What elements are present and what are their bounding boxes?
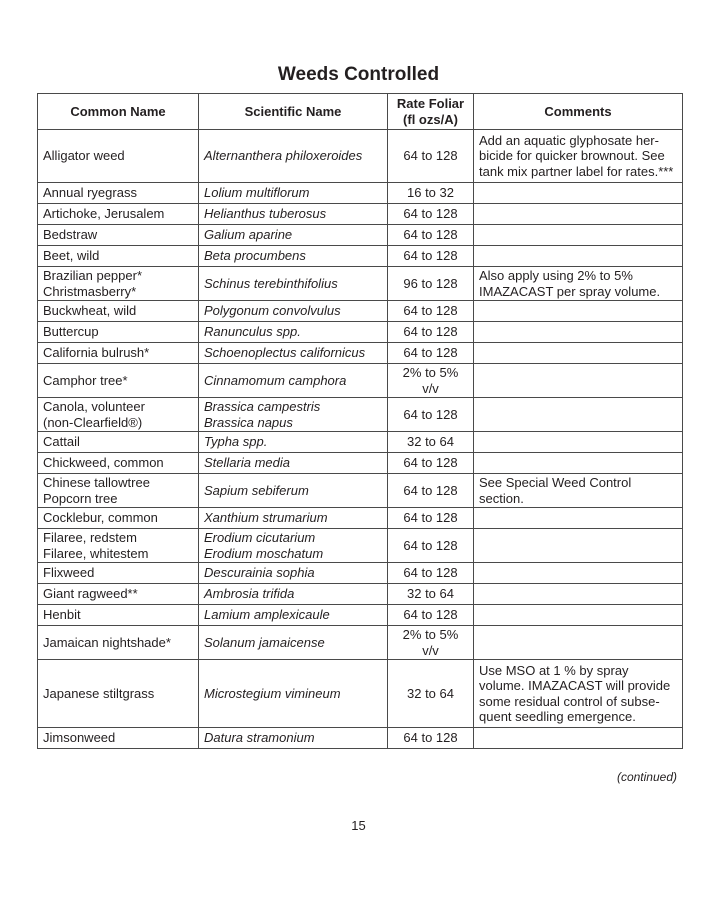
rate-cell-line: 64 to 128 [403, 607, 458, 623]
scientific-name-cell [199, 183, 388, 204]
comments-cell [474, 246, 683, 267]
rate-cell-line: v/v [422, 642, 439, 658]
rate-cell [388, 301, 474, 322]
scientific-name-cell [199, 728, 388, 749]
rate-cell-line: 32 to 64 [407, 434, 454, 450]
scientific-name-cell-line: Microstegium vimineum [204, 685, 341, 701]
table-row [38, 322, 683, 343]
comments-cell [474, 183, 683, 204]
common-name-cell-line: Bedstraw [43, 227, 98, 243]
rate-cell [388, 204, 474, 225]
comments-cell [474, 453, 683, 474]
rate-cell-line: v/v [422, 380, 439, 396]
comments-cell [474, 584, 683, 605]
rate-cell [388, 474, 474, 508]
scientific-name-cell-line: Datura stramonium [204, 730, 315, 746]
scientific-name-cell [199, 529, 388, 563]
rate-cell-line: 32 to 64 [407, 586, 454, 602]
scientific-name-cell-line: Schinus terebinthifolius [204, 275, 338, 291]
scientific-name-cell [199, 398, 388, 432]
rate-cell-line: 64 to 128 [403, 482, 458, 498]
common-name-cell-line: Japanese stiltgrass [43, 685, 155, 701]
table-row [38, 246, 683, 267]
common-name-cell [38, 453, 199, 474]
scientific-name-cell-line: Cinnamomum camphora [204, 372, 347, 388]
common-name-cell-line: Filaree, whitestem [43, 545, 149, 561]
comments-cell-line: See Special Weed Control [479, 475, 632, 490]
comments-cell-line: Use MSO at 1 % by spray [479, 662, 629, 678]
common-name-cell-line: Beet, wild [43, 248, 100, 264]
scientific-name-cell-line: Erodium moschatum [204, 545, 324, 561]
scientific-name-cell-line: Typha spp. [204, 434, 268, 450]
scientific-name-cell [199, 626, 388, 660]
rate-cell [388, 322, 474, 343]
rate-cell [388, 584, 474, 605]
comments-cell [474, 130, 683, 183]
comments-cell [474, 728, 683, 749]
common-name-cell [38, 584, 199, 605]
scientific-name-cell [199, 432, 388, 453]
common-name-cell [38, 204, 199, 225]
rate-cell-line: 2% to 5% [402, 365, 459, 380]
rate-cell [388, 626, 474, 660]
scientific-name-cell-line: Lolium multiflorum [204, 185, 310, 201]
rate-cell-line: 2% to 5% [402, 627, 459, 642]
table-row [38, 398, 683, 432]
rate-cell [388, 563, 474, 584]
common-name-cell [38, 605, 199, 626]
scientific-name-cell-line: Brassica napus [204, 414, 293, 430]
comments-cell [474, 301, 683, 322]
rate-cell-line: 64 to 128 [403, 455, 458, 471]
common-name-cell-line: Camphor tree* [43, 372, 128, 388]
page-title: Weeds Controlled [277, 64, 440, 85]
comments-cell [474, 660, 683, 728]
scientific-name-cell [199, 301, 388, 322]
rate-cell [388, 267, 474, 301]
scientific-name-cell [199, 584, 388, 605]
common-name-cell [38, 246, 199, 267]
scientific-name-cell [199, 605, 388, 626]
header-scientific-name: Scientific Name [199, 94, 388, 130]
scientific-name-cell [199, 563, 388, 584]
table-row [38, 267, 683, 301]
rate-cell-line: 64 to 128 [403, 303, 458, 319]
scientific-name-cell [199, 474, 388, 508]
common-name-cell-line: Alligator weed [43, 148, 125, 164]
common-name-cell-line: Giant ragweed** [43, 586, 138, 602]
scientific-name-cell [199, 322, 388, 343]
rate-cell [388, 130, 474, 183]
comments-cell [474, 474, 683, 508]
rate-cell [388, 246, 474, 267]
common-name-cell [38, 474, 199, 508]
table-row [38, 508, 683, 529]
rate-cell-line: 32 to 64 [407, 685, 454, 701]
scientific-name-cell [199, 130, 388, 183]
comments-cell [474, 322, 683, 343]
common-name-cell [38, 183, 199, 204]
comments-cell [474, 398, 683, 432]
rate-cell [388, 398, 474, 432]
rate-cell [388, 453, 474, 474]
rate-cell-line: 64 to 128 [403, 730, 458, 746]
common-name-cell [38, 343, 199, 364]
rate-cell-line: 64 to 128 [403, 565, 458, 581]
page-number: 15 [351, 818, 366, 833]
rate-cell [388, 660, 474, 728]
scientific-name-cell-line: Stellaria media [204, 455, 290, 471]
rate-cell [388, 508, 474, 529]
common-name-cell-line: Buckwheat, wild [43, 303, 137, 319]
comments-cell-line: some residual control of subse- [479, 693, 660, 709]
comments-cell [474, 605, 683, 626]
table-row [38, 660, 683, 728]
scientific-name-cell [199, 246, 388, 267]
rate-cell-line: 64 to 128 [403, 324, 458, 340]
comments-cell-line: tank mix partner label for rates.*** [479, 163, 674, 179]
rate-cell [388, 605, 474, 626]
common-name-cell-line: Annual ryegrass [43, 185, 137, 201]
scientific-name-cell-line: Galium aparine [204, 227, 293, 243]
comments-cell-line: volume. IMAZACAST will provide [479, 678, 671, 693]
common-name-cell [38, 563, 199, 584]
rate-cell [388, 432, 474, 453]
table-row [38, 474, 683, 508]
scientific-name-cell [199, 343, 388, 364]
rate-cell-line: 64 to 128 [403, 345, 458, 361]
scientific-name-cell [199, 453, 388, 474]
common-name-cell-line: Chickweed, common [43, 455, 164, 471]
comments-cell-line: Add an aquatic glyphosate her- [479, 132, 659, 148]
rate-cell [388, 343, 474, 364]
table-row [38, 364, 683, 398]
common-name-cell-line: Christmasberry* [43, 283, 137, 299]
rate-cell-line: 64 to 128 [403, 227, 458, 243]
common-name-cell-line: Cattail [43, 434, 80, 450]
table-row [38, 301, 683, 322]
table-header-row [38, 94, 683, 130]
common-name-cell [38, 626, 199, 660]
comments-cell-line: quent seedling emergence. [479, 709, 636, 724]
scientific-name-cell-line: Ranunculus spp. [204, 324, 301, 340]
table-row [38, 225, 683, 246]
rate-cell-line: 64 to 128 [403, 148, 458, 164]
table-row [38, 130, 683, 183]
scientific-name-cell-line: Descurainia sophia [204, 565, 315, 581]
table-row [38, 204, 683, 225]
table-row [38, 626, 683, 660]
common-name-cell-line: Henbit [43, 607, 81, 623]
scientific-name-cell-line: Beta procumbens [204, 248, 306, 264]
scientific-name-cell-line: Polygonum convolvulus [204, 303, 341, 319]
scientific-name-cell-line: Helianthus tuberosus [204, 206, 327, 222]
common-name-cell-line: Buttercup [43, 324, 99, 340]
scientific-name-cell [199, 364, 388, 398]
common-name-cell [38, 267, 199, 301]
scientific-name-cell-line: Xanthium strumarium [204, 510, 328, 526]
scientific-name-cell-line: Erodium cicutarium [204, 530, 316, 545]
rate-cell-line: 64 to 128 [403, 248, 458, 264]
comments-cell [474, 267, 683, 301]
common-name-cell-line: Jimsonweed [43, 730, 116, 746]
header-rate-line2: (fl ozs/A) [403, 111, 458, 127]
scientific-name-cell-line: Solanum jamaicense [204, 634, 325, 650]
table-row [38, 584, 683, 605]
scientific-name-cell [199, 508, 388, 529]
common-name-cell [38, 322, 199, 343]
rate-cell-line: 64 to 128 [403, 206, 458, 222]
common-name-cell [38, 130, 199, 183]
comments-cell [474, 364, 683, 398]
table-row [38, 432, 683, 453]
comments-cell [474, 508, 683, 529]
scientific-name-cell [199, 660, 388, 728]
table-body [38, 130, 683, 749]
comments-cell-line: section. [479, 490, 524, 506]
header-common-name: Common Name [38, 94, 199, 130]
continued-note: (continued) [616, 770, 677, 784]
rate-cell-line: 64 to 128 [403, 510, 458, 526]
scientific-name-cell-line: Sapium sebiferum [204, 482, 309, 498]
common-name-cell-line: (non-Clearfield®) [43, 414, 143, 430]
rate-cell-line: 96 to 128 [403, 275, 458, 291]
header-comments: Comments [474, 94, 683, 130]
weeds-table [37, 93, 683, 749]
scientific-name-cell [199, 225, 388, 246]
common-name-cell-line: Brazilian pepper* [43, 268, 143, 283]
header-rate-line1: Rate Foliar [396, 96, 465, 111]
common-name-cell-line: Jamaican nightshade* [43, 634, 171, 650]
rate-cell-line: 16 to 32 [407, 185, 454, 201]
common-name-cell-line: Flixweed [43, 565, 95, 581]
scientific-name-cell-line: Brassica campestris [204, 399, 321, 414]
comments-cell [474, 626, 683, 660]
scientific-name-cell-line: Lamium amplexicaule [204, 607, 330, 623]
rate-cell [388, 529, 474, 563]
comments-cell [474, 343, 683, 364]
comments-cell [474, 529, 683, 563]
rate-cell [388, 225, 474, 246]
table-row [38, 183, 683, 204]
common-name-cell [38, 660, 199, 728]
table-row [38, 728, 683, 749]
scientific-name-cell-line: Ambrosia trifida [204, 586, 295, 602]
scientific-name-cell-line: Alternanthera philoxeroides [204, 148, 363, 164]
common-name-cell-line: Artichoke, Jerusalem [43, 206, 165, 222]
common-name-cell [38, 301, 199, 322]
common-name-cell [38, 432, 199, 453]
common-name-cell [38, 364, 199, 398]
comments-cell-line: bicide for quicker brownout. See [479, 148, 665, 164]
table-row [38, 343, 683, 364]
table-row [38, 605, 683, 626]
rate-cell [388, 183, 474, 204]
common-name-cell-line: Filaree, redstem [43, 530, 137, 545]
comments-cell-line: IMAZACAST per spray volume. [479, 283, 661, 299]
rate-cell-line: 64 to 128 [403, 537, 458, 553]
rate-cell [388, 728, 474, 749]
comments-cell [474, 432, 683, 453]
table-row [38, 453, 683, 474]
common-name-cell-line: California bulrush* [43, 345, 150, 361]
comments-cell [474, 225, 683, 246]
common-name-cell [38, 529, 199, 563]
rate-cell [388, 364, 474, 398]
common-name-cell-line: Popcorn tree [43, 490, 118, 506]
scientific-name-cell-line: Schoenoplectus californicus [204, 345, 366, 361]
common-name-cell-line: Chinese tallowtree [43, 475, 150, 490]
comments-cell [474, 204, 683, 225]
common-name-cell [38, 225, 199, 246]
common-name-cell-line: Cocklebur, common [43, 510, 158, 526]
header-rate-foliar [388, 94, 474, 130]
common-name-cell [38, 728, 199, 749]
scientific-name-cell [199, 267, 388, 301]
common-name-cell-line: Canola, volunteer [43, 399, 145, 414]
comments-cell [474, 563, 683, 584]
table-row [38, 529, 683, 563]
common-name-cell [38, 508, 199, 529]
common-name-cell [38, 398, 199, 432]
rate-cell-line: 64 to 128 [403, 406, 458, 422]
table-row [38, 563, 683, 584]
comments-cell-line: Also apply using 2% to 5% [479, 268, 633, 283]
scientific-name-cell [199, 204, 388, 225]
